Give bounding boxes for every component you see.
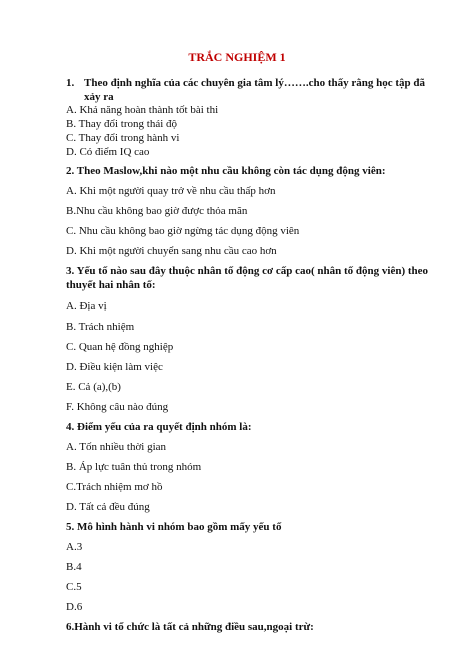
- question-1-text: Theo định nghĩa của các chuyên gia tâm lý…….cho thấy rằng học tập đã xảy ra: [84, 77, 426, 103]
- question-5-text: 5. Mô hình hành vi nhóm bao gồm mấy yếu tố: [66, 521, 282, 533]
- question-3-option-f: F. Không câu nào đúng: [66, 401, 169, 413]
- question-3-text: 3. Yếu tố nào sau đây thuộc nhân tố động cơ cấp cao( nhân tố động viên) theo thuyết hai nhân tố:: [66, 265, 429, 291]
- question-2-option-a: A. Khi một người quay trở về nhu cầu thấp hơn: [66, 185, 276, 197]
- question-4-option-c: C.Trách nhiệm mơ hồ: [66, 481, 163, 493]
- question-5-option-c: C.5: [66, 581, 82, 593]
- question-1-option-b: B. Thay đổi trong thái độ: [66, 118, 178, 130]
- question-2-option-d: D. Khi một người chuyển sang nhu cầu cao hơn: [66, 245, 277, 257]
- question-1-option-a: A. Khả năng hoàn thành tốt bài thi: [66, 104, 219, 116]
- question-6-text: 6.Hành vi tổ chức là tất cả những điều sau,ngoại trừ:: [66, 621, 314, 633]
- question-2-option-c: C. Nhu cầu không bao giờ ngừng tác dụng động viên: [66, 225, 300, 237]
- question-4-text: 4. Điểm yếu của ra quyết định nhóm là:: [66, 421, 252, 433]
- question-3-option-c: C. Quan hệ đồng nghiệp: [66, 341, 174, 353]
- question-3-option-b: B. Trách nhiệm: [66, 321, 135, 333]
- question-2-text: 2. Theo Maslow,khi nào một nhu cầu không còn tác dụng động viên:: [66, 165, 386, 177]
- question-1-option-c: C. Thay đổi trong hành vi: [66, 132, 180, 144]
- question-5-option-a: A.3: [66, 541, 83, 553]
- question-3-option-a: A. Địa vị: [66, 300, 107, 312]
- page-title: TRẮC NGHIỆM 1: [188, 50, 286, 64]
- question-1-option-d: D. Có điểm IQ cao: [66, 146, 150, 158]
- question-4-option-a: A. Tốn nhiều thời gian: [66, 441, 167, 453]
- question-5-option-d: D.6: [66, 601, 83, 613]
- question-1-number: 1.: [66, 77, 75, 89]
- question-3-option-d: D. Điều kiện làm việc: [66, 361, 163, 373]
- question-5-option-b: B.4: [66, 561, 82, 573]
- question-4-option-b: B. Áp lực tuân thủ trong nhóm: [66, 461, 202, 473]
- question-4-option-d: D. Tất cả đều đúng: [66, 501, 150, 513]
- question-3-option-e: E. Cả (a),(b): [66, 381, 121, 393]
- question-2-option-b: B.Nhu cầu không bao giờ được thỏa mãn: [66, 205, 248, 217]
